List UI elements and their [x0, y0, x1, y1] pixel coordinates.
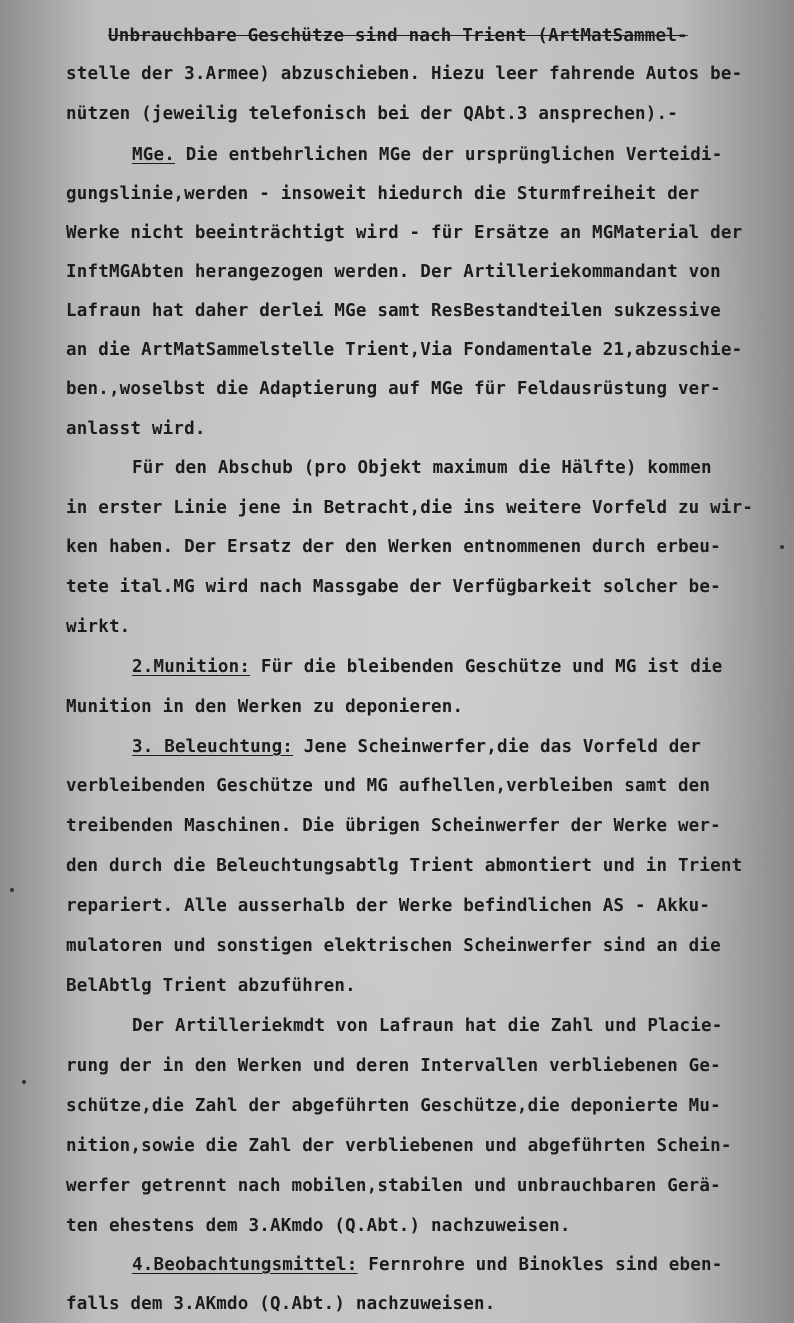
text-line: in erster Linie jene in Betracht,die ins weitere Vorfeld zu wir- [66, 498, 754, 518]
text-line: gungslinie,werden - insoweit hiedurch die Sturmfreiheit der [66, 184, 700, 204]
text-line [132, 1246, 794, 1284]
text-line [132, 136, 794, 174]
text-line: nützen (jeweilig telefonisch bei der QAbt.3 ansprechen).- [66, 104, 678, 124]
text-line: schütze,die Zahl der abgeführten Geschütze,die deponierte Mu- [66, 1096, 721, 1116]
text-line: werfer getrennt nach mobilen,stabilen und unbrauchbaren Gerä- [66, 1176, 721, 1196]
text-span: Fernrohre und Binokles sind eben- [357, 1255, 723, 1275]
text-line: falls dem 3.AKmdo (Q.Abt.) nachzuweisen. [66, 1294, 496, 1314]
text-line: ben.,woselbst die Adaptierung auf MGe für Feldausrüstung ver- [66, 379, 721, 399]
text-line: repariert. Alle ausserhalb der Werke befindlichen AS - Akku- [66, 896, 711, 916]
paper-speck [10, 888, 14, 892]
text-line: ken haben. Der Ersatz der den Werken entnommenen durch erbeu- [66, 537, 721, 557]
text-line: an die ArtMatSammelstelle Trient,Via Fondamentale 21,abzuschie- [66, 340, 743, 360]
paper-speck [780, 545, 784, 549]
section-heading-beobachtungsmittel: 4.Beobachtungsmittel: [132, 1255, 358, 1275]
text-line: tete ital.MG wird nach Massgabe der Verfügbarkeit solcher be- [66, 577, 721, 597]
text-line: InftMGAbten herangezogen werden. Der Artilleriekommandant von [66, 262, 721, 282]
text-span: Jene Scheinwerfer,die das Vorfeld der [293, 737, 702, 757]
text-span: Die entbehrlichen MGe der ursprünglichen Verteidi- [174, 145, 723, 165]
text-line: wirkt. [66, 617, 131, 637]
text-line: anlasst wird. [66, 419, 206, 439]
text-span: Für die bleibenden Geschütze und MG ist die [250, 657, 723, 677]
section-heading-beleuchtung: 3. Beleuchtung: [132, 737, 294, 757]
text-line: nition,sowie die Zahl der verbliebenen und abgeführten Schein- [66, 1136, 732, 1156]
section-heading-munition: 2.Munition: [132, 657, 251, 677]
text-line: mulatoren und sonstigen elektrischen Scheinwerfer sind an die [66, 936, 721, 956]
paper-speck [22, 1080, 26, 1084]
text-line: BelAbtlg Trient abzuführen. [66, 976, 356, 996]
text-line: verbleibenden Geschütze und MG aufhellen,verbleiben samt den [66, 776, 711, 796]
section-heading-mge: MGe. [132, 145, 175, 165]
text-line [132, 648, 794, 686]
text-line [108, 17, 794, 55]
text-line: Für den Abschub (pro Objekt maximum die Hälfte) kommen [132, 458, 712, 478]
text-line: stelle der 3.Armee) abzuschieben. Hiezu leer fahrende Autos be- [66, 64, 743, 84]
text-line: Lafraun hat daher derlei MGe samt ResBestandteilen sukzessive [66, 301, 721, 321]
text-line: treibenden Maschinen. Die übrigen Scheinwerfer der Werke wer- [66, 816, 721, 836]
paragraph-1-line-1: Unbrauchbare Geschütze sind nach Trient (ArtMatSammel- [108, 26, 688, 46]
text-line: Der Artilleriekmdt von Lafraun hat die Zahl und Placie- [132, 1016, 723, 1036]
text-line: den durch die Beleuchtungsabtlg Trient abmontiert und in Trient [66, 856, 743, 876]
text-line [132, 728, 794, 766]
text-line: Werke nicht beeinträchtigt wird - für Ersätze an MGMaterial der [66, 223, 743, 243]
text-line: Munition in den Werken zu deponieren. [66, 697, 464, 717]
text-line: rung der in den Werken und deren Intervallen verbliebenen Ge- [66, 1056, 721, 1076]
text-line: ten ehestens dem 3.AKmdo (Q.Abt.) nachzuweisen. [66, 1216, 571, 1236]
